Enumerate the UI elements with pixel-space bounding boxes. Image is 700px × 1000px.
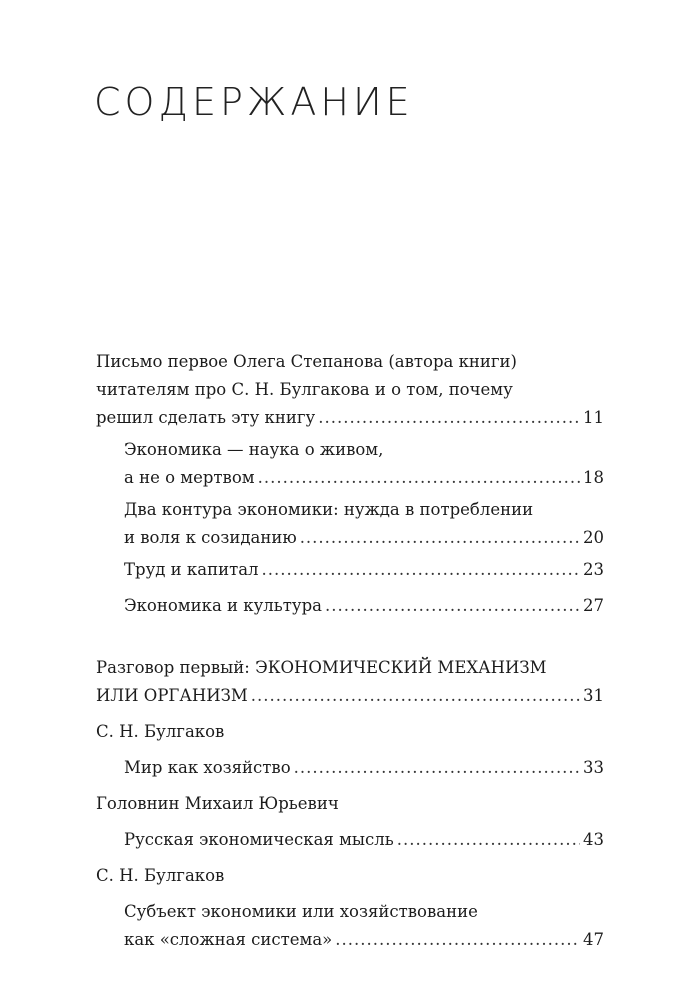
toc-line: [124, 754, 604, 782]
entry-text: Русская экономическая мысль: [124, 830, 394, 849]
dot-leader: [251, 682, 580, 710]
entry-text: Мир как хозяйство: [124, 758, 291, 777]
toc-line: [96, 790, 604, 818]
table-of-contents: [96, 348, 604, 954]
toc-entry-conversation-one[interactable]: [96, 654, 604, 710]
toc-line: [124, 826, 604, 854]
dot-leader: [335, 926, 580, 954]
toc-line: [96, 718, 604, 746]
toc-line: [124, 898, 604, 926]
toc-line: [124, 926, 604, 954]
dot-leader: [318, 404, 580, 432]
dot-leader: [397, 826, 580, 854]
dot-leader: [325, 592, 580, 620]
author-name: Головнин Михаил Юрьевич: [96, 794, 339, 813]
page-number: 43: [583, 830, 604, 849]
toc-line: [124, 592, 604, 620]
author-name: С. Н. Булгаков: [96, 866, 225, 885]
toc-author-bulgakov-2: [96, 862, 604, 890]
entry-text: Разговор первый: ЭКОНОМИЧЕСКИЙ МЕХАНИЗМ: [96, 658, 547, 677]
toc-entry-world-economy[interactable]: [96, 754, 604, 782]
entry-text: ИЛИ ОРГАНИЗМ: [96, 686, 248, 705]
entry-text: решил сделать эту книгу: [96, 408, 316, 427]
toc-line: [124, 524, 604, 552]
toc-line: [96, 682, 604, 710]
toc-line: [124, 556, 604, 584]
entry-text: Труд и капитал: [124, 560, 259, 579]
toc-line: [96, 404, 604, 432]
page-number: 23: [583, 560, 604, 579]
page-number: 47: [583, 930, 604, 949]
toc-entry-labor-capital[interactable]: [96, 556, 604, 584]
toc-line: [96, 862, 604, 890]
entry-text: и воля к созиданию: [124, 528, 297, 547]
entry-text: Экономика — наука о живом,: [124, 440, 384, 459]
toc-line: [96, 376, 604, 404]
toc-line: [124, 436, 604, 464]
dot-leader: [262, 556, 580, 584]
toc-author-bulgakov: [96, 718, 604, 746]
toc-author-golovnin: [96, 790, 604, 818]
toc-entry-subject-economy[interactable]: [96, 898, 604, 954]
author-name: С. Н. Булгаков: [96, 722, 225, 741]
entry-text: как «сложная система»: [124, 930, 333, 949]
page-number: 18: [583, 468, 604, 487]
entry-text: Письмо первое Олега Степанова (автора книги): [96, 352, 517, 371]
entry-text: а не о мертвом: [124, 468, 255, 487]
page-number: 20: [583, 528, 604, 547]
page-number: 33: [583, 758, 604, 777]
toc-line: [96, 654, 604, 682]
entry-text: Экономика и культура: [124, 596, 322, 615]
toc-entry-letter-one[interactable]: [96, 348, 604, 432]
toc-entry-russian-thought[interactable]: [96, 826, 604, 854]
dot-leader: [300, 524, 580, 552]
page-number: 11: [583, 408, 604, 427]
entry-text: Два контура экономики: нужда в потреблении: [124, 500, 534, 519]
toc-line: [96, 348, 604, 376]
toc-entry-economics-living[interactable]: [96, 436, 604, 492]
entry-text: читателям про С. Н. Булгакова и о том, почему: [96, 380, 513, 399]
toc-line: [124, 464, 604, 492]
dot-leader: [258, 464, 580, 492]
toc-line: [124, 496, 604, 524]
page-number: 27: [583, 596, 604, 615]
dot-leader: [294, 754, 580, 782]
toc-entry-economics-culture[interactable]: [96, 592, 604, 620]
entry-text: Субъект экономики или хозяйствование: [124, 902, 478, 921]
page-title: СОДЕРЖАНИЕ: [94, 80, 414, 124]
toc-entry-two-contours[interactable]: [96, 496, 604, 552]
page-number: 31: [583, 686, 604, 705]
